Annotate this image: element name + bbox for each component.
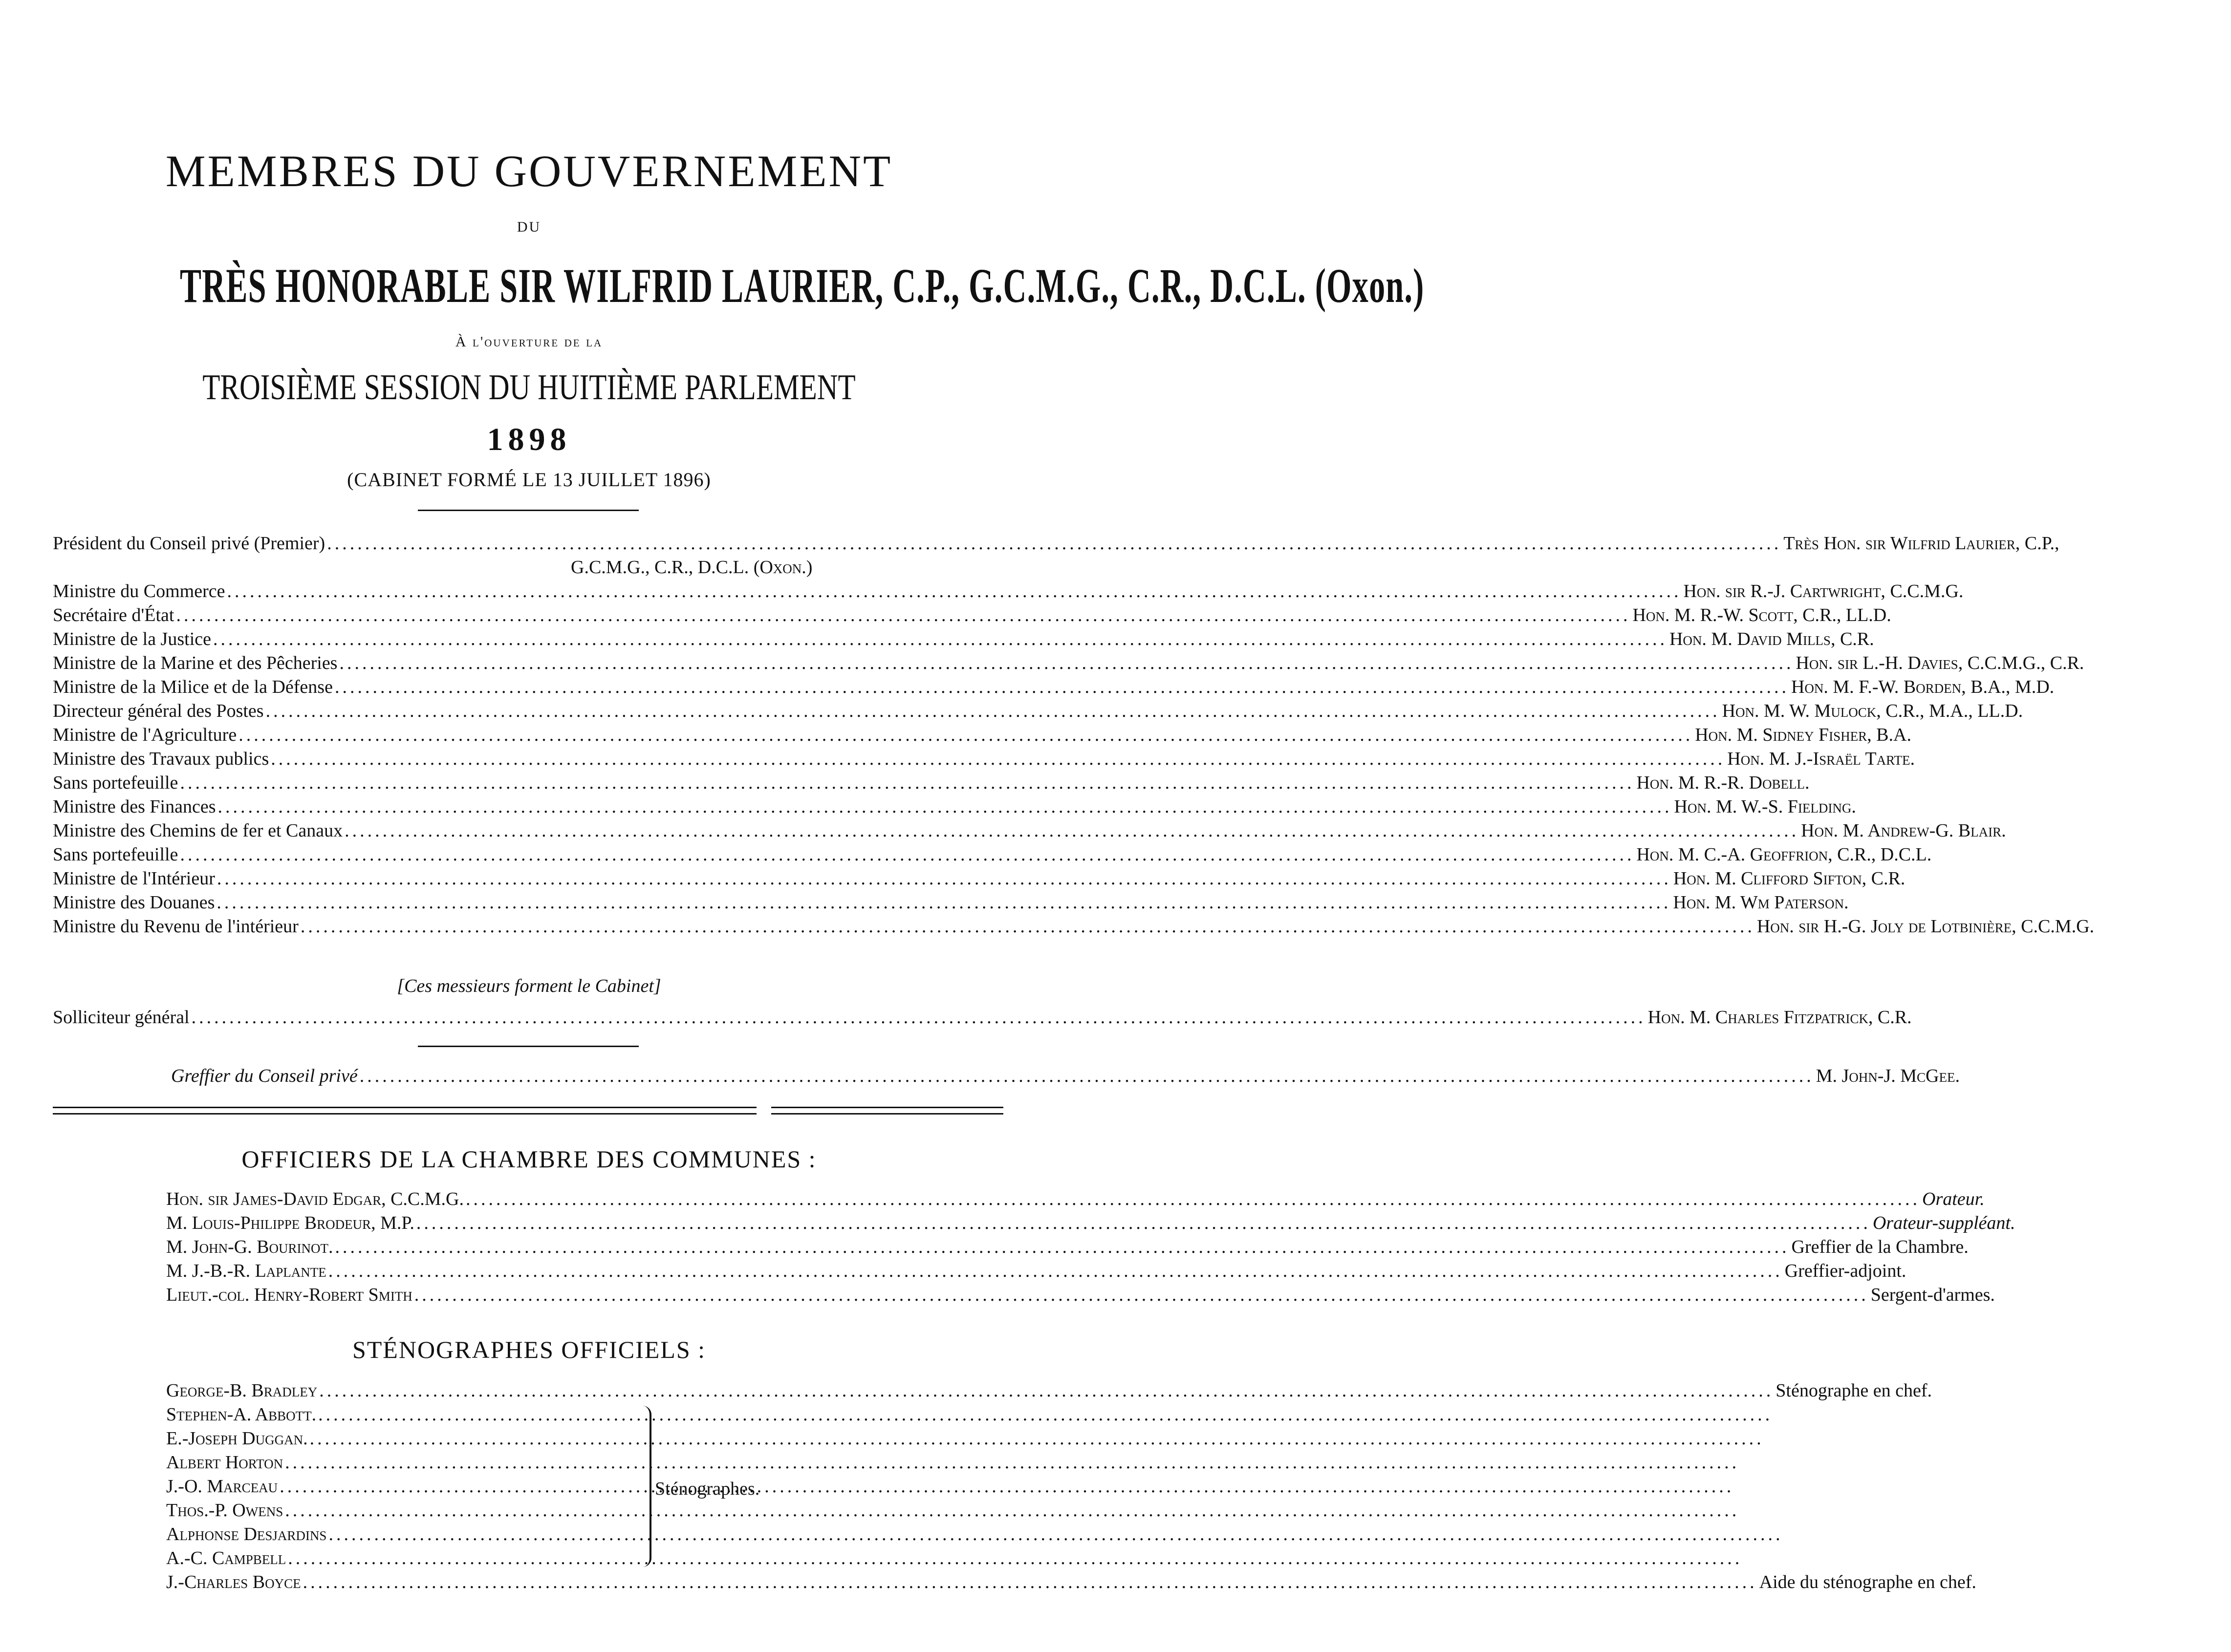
session-heading: TROISIÈME SESSION DU HUITIÈME PARLEMENT — [202, 367, 856, 408]
officers-list — [166, 1187, 2015, 1307]
list-item: George-B. Bradley ..... Sténographe en chef. — [166, 1379, 870, 1403]
list-item: Thos.-P. Owens ..... — [166, 1499, 635, 1523]
double-rule — [53, 1107, 757, 1115]
opening-subheading: À l'ouverture de la — [455, 334, 603, 350]
divider — [418, 1046, 639, 1047]
list-item: Ministre de l'Agriculture ..... Hon. M. Sidney Fisher, B.A. — [53, 723, 1001, 747]
list-item: Sans portefeuille ..... Hon. M. R.-R. Dobell. — [53, 771, 1001, 795]
list-item: Ministre de la Justice ..... Hon. M. David Mills, C.R. — [53, 627, 1001, 651]
cabinet-formed-date: (CABINET FORMÉ LE 13 JUILLET 1896) — [347, 469, 711, 491]
list-item: M. John-G. Bourinot. ..... Greffier de la Chambre. — [166, 1235, 870, 1259]
list-item: Sans portefeuille ..... Hon. M. C.-A. Geoffrion, C.R., D.C.L. — [53, 843, 1001, 867]
solicitor-row — [53, 1006, 1912, 1030]
stenographers-brace — [638, 1406, 651, 1567]
cabinet-note: [Ces messieurs forment le Cabinet] — [397, 976, 661, 996]
list-item: Directeur général des Postes ..... Hon. M. W. Mulock, C.R., M.A., LL.D. — [53, 699, 1001, 723]
list-item: Ministre des Travaux publics ..... Hon. M. J.-Israël Tarte. — [53, 747, 1001, 771]
stenographers-heading: STÉNOGRAPHES OFFICIELS : — [352, 1336, 706, 1363]
list-item: Ministre des Chemins de fer et Canaux ..... Hon. M. Andrew-G. Blair. — [53, 819, 1001, 843]
list-item: Ministre de l'Intérieur ..... Hon. M. Clifford Sifton, C.R. — [53, 867, 1001, 891]
premier-heading: TRÈS HONORABLE SIR WILFRID LAURIER, C.P., G.C.M.G., C.R., D.C.L. (Oxon.) — [180, 258, 1425, 313]
list-item: A.-C. Campbell ..... — [166, 1546, 635, 1570]
list-item: Secrétaire d'État ..... Hon. M. R.-W. Scott, C.R., LL.D. — [53, 603, 1001, 627]
list-item: Ministre de la Marine et des Pêcheries ..... Hon. sir L.-H. Davies, C.C.M.G., C.R. — [53, 651, 1001, 675]
list-item: Greffier du Conseil privé ..... M. John-J. McGee. — [171, 1064, 904, 1088]
divider — [418, 510, 639, 511]
list-item: Alphonse Desjardins ..... — [166, 1523, 635, 1546]
list-item: Président du Conseil privé (Premier) ..... Très Hon. sir Wilfrid Laurier, C.P., — [53, 532, 1001, 556]
stenographers-group-label: Sténographes. — [655, 1479, 760, 1499]
list-item: Lieut.-col. Henry-Robert Smith ..... Sergent-d'armes. — [166, 1283, 870, 1307]
clerk-row — [171, 1064, 1960, 1088]
cabinet-list — [53, 532, 2095, 939]
list-item: Solliciteur général ..... Hon. M. Charles Fitzpatrick, C.R. — [53, 1006, 1001, 1030]
title-du: DU — [517, 219, 542, 235]
year-heading: 1898 — [487, 422, 571, 457]
list-item: Hon. sir James-David Edgar, C.C.M.G. ..... Orateur. — [166, 1187, 870, 1211]
officers-heading: OFFICIERS DE LA CHAMBRE DES COMMUNES : — [241, 1145, 817, 1173]
stenographers-list — [166, 1379, 1976, 1594]
list-item: Albert Horton ..... — [166, 1451, 635, 1475]
list-item: Ministre de la Milice et de la Défense ..... Hon. M. F.-W. Borden, B.A., M.D. — [53, 675, 1001, 699]
list-item: J.-Charles Boyce ..... Aide du sténographe en chef. — [166, 1570, 870, 1594]
list-item: Ministre du Revenu de l'intérieur ..... Hon. sir H.-G. Joly de Lotbinière, C.C.M.G. — [53, 915, 1001, 939]
list-item: M. Louis-Philippe Brodeur, M.P. ..... Orateur-suppléant. — [166, 1211, 870, 1235]
list-item: Ministre des Finances ..... Hon. M. W.-S. Fielding. — [53, 795, 1001, 819]
list-item: G.C.M.G., C.R., D.C.L. (Oxon.) — [571, 557, 813, 578]
double-rule — [771, 1107, 1003, 1115]
page-title: MEMBRES DU GOUVERNEMENT — [165, 146, 893, 196]
list-item: Stephen-A. Abbott. ..... — [166, 1403, 635, 1427]
list-item: E.-Joseph Duggan. ..... — [166, 1427, 635, 1451]
list-item: Ministre des Douanes ..... Hon. M. Wm Paterson. — [53, 891, 1001, 915]
list-item: J.-O. Marceau ..... — [166, 1475, 635, 1499]
list-item: Ministre du Commerce ..... Hon. sir R.-J. Cartwright, C.C.M.G. — [53, 579, 1001, 603]
list-item: M. J.-B.-R. Laplante ..... Greffier-adjoint. — [166, 1259, 870, 1283]
